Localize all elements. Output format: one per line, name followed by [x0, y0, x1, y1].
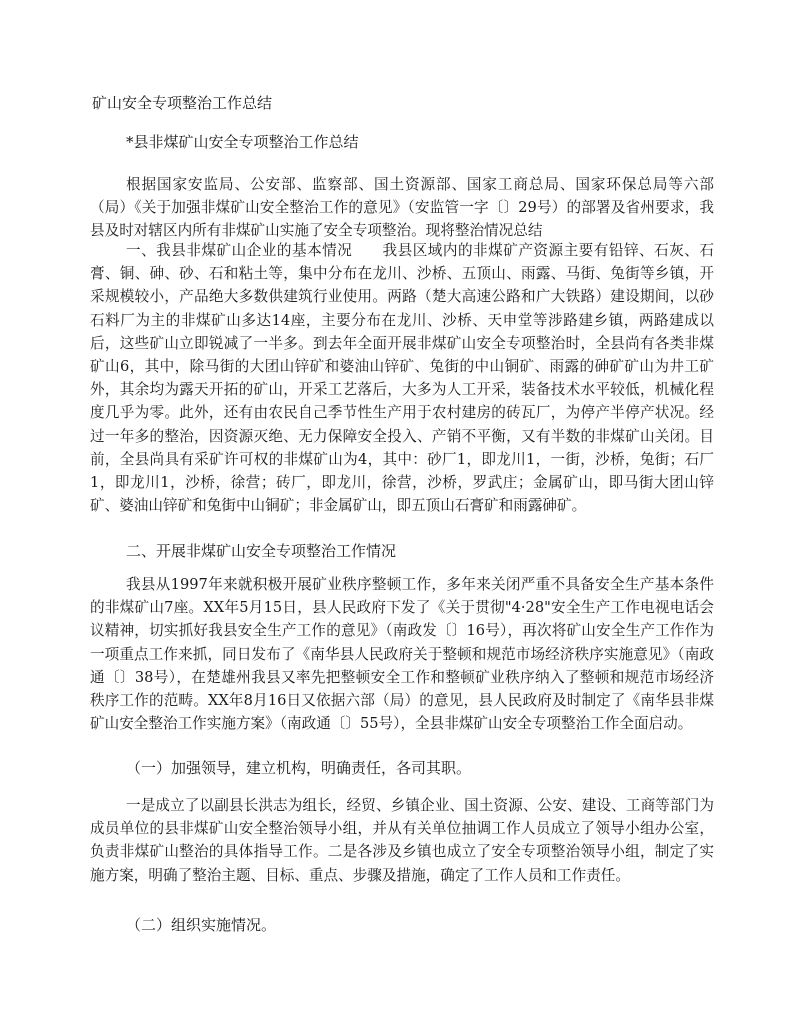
section-2-paragraph: 我县从1997年来就积极开展矿业秩序整顿工作，多年来关闭严重不具备安全生产基本条件的非煤矿山7座。XX年5月15日，县人民政府下发了《关于贯彻"4·28"安全生产工作电视电话会议精神，切实抓好我县安全生产工作的意见》（南政发〔〕16号），再次将矿山安全生产工作作为一项重点工作来抓，同日发布了《南华县人民政府关于整顿和规范市场经济秩序实施意见》（南政通〔〕38号），在楚雄州我县又率先把整顿安全工作和整顿矿业秩序纳入了整顿和规范市场经济秩序工作的范畴。XX年8月16日又依据六部（局）的意见，县人民政府及时制定了《南华县非煤矿山安全整治工作实施方案》（南政通〔〕55号），全县非煤矿山安全专项整治工作全面启动。 [90, 576, 714, 733]
document-title: 矿山安全专项整治工作总结 [92, 94, 273, 112]
section-1-paragraph: 一、我县非煤矿山企业的基本情况 我县区域内的非煤矿产资源主要有铅锌、石灰、石膏、铜、砷、砂、石和粘土等，集中分布在龙川、沙桥、五顶山、雨露、马街、兔街等乡镇，开采规模较小，产品绝大多数供建筑行业使用。两路（楚大高速公路和广大铁路）建设期间，以砂石料厂为主的非煤矿山多达14座，主要分布在龙川、沙桥、天申堂等涉路建乡镇，两路建成以后，这些矿山立即锐减了一半多。到去年全面开展非煤矿山安全专项整治时，全县尚有各类非煤矿山6，其中，除马街的大团山锌矿和婆油山锌矿、兔街的中山铜矿、雨露的砷矿矿山为井工矿外，其余均为露天开拓的矿山，开采工艺落后，大多为人工开采，装备技术水平较低，机械化程度几乎为零。此外，还有由农民自己季节性生产用于农村建房的砖瓦厂，为停产半停产状况。经过一年多的整治，因资源灭绝、无力保障安全投入、产销不平衡，又有半数的非煤矿山关闭。目前，全县尚具有采矿许可权的非煤矿山为4，其中：砂厂1，即龙川1，一街，沙桥，兔街；石厂1，即龙川1，沙桥，徐营；砖厂，即龙川，徐营，沙桥，罗武庄；金属矿山，即马街大团山锌矿、婆油山锌矿和兔街中山铜矿；非金属矿山，即五顶山石膏矿和雨露砷矿。 [90, 242, 714, 515]
subsection-1-heading: （一）加强领导，建立机构，明确责任，各司其职。 [126, 759, 472, 777]
subsection-1-paragraph: 一是成立了以副县长洪志为组长，经贸、乡镇企业、国土资源、公安、建设、工商等部门为成员单位的县非煤矿山安全整治领导小组，并从有关单位抽调工作人员成立了领导小组办公室，负责非煤矿山整治的具体指导工作。二是各涉及乡镇也成立了安全专项整治领导小组，制定了实施方案，明确了整治主题、目标、重点、步骤及措施，确定了工作人员和工作责任。 [90, 797, 714, 884]
document-subtitle: *县非煤矿山安全专项整治工作总结 [126, 133, 359, 151]
subsection-2-heading: （二）组织实施情况。 [126, 916, 277, 934]
intro-paragraph: 根据国家安监局、公安部、监察部、国土资源部、国家工商总局、国家环保总局等六部（局）《关于加强非煤矿山安全整治工作的意见》（安监管一字〔〕29号）的部署及省州要求，我县及时对辖区内所有非煤矿山实施了安全专项整治。现将整治情况总结 [90, 176, 714, 240]
section-2-heading: 二、开展非煤矿山安全专项整治工作情况 [126, 542, 397, 560]
